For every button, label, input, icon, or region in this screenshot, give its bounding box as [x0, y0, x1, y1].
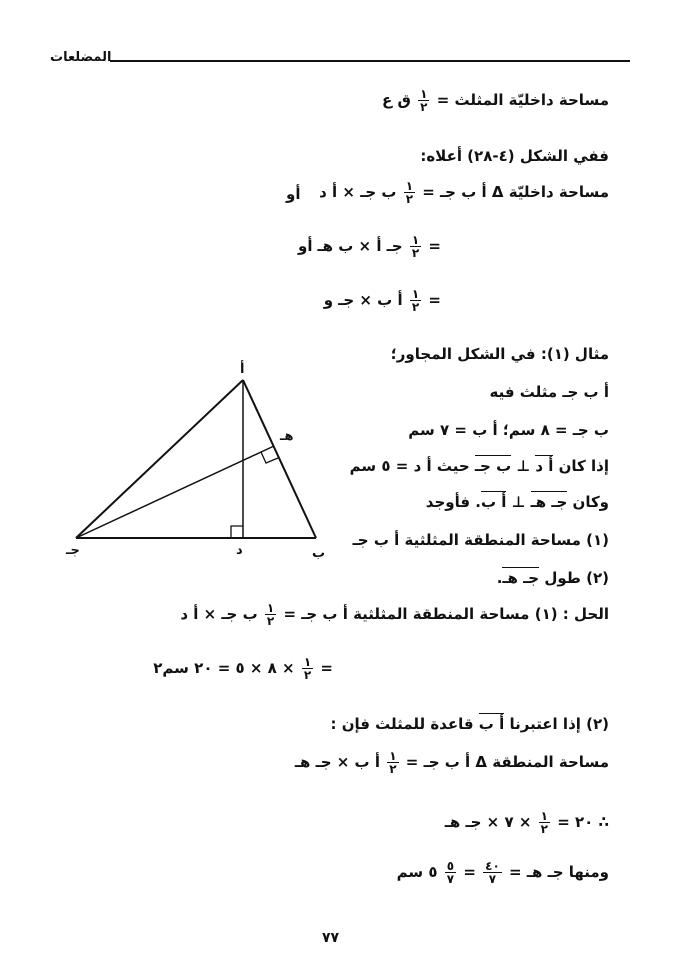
- area-line-3: = $\frac{١}{٢}$ أ ب × جـ و: [323, 287, 441, 314]
- solution-line-5: ∴ ٢٠ = $\frac{١}{٢}$ × ٧ × جـ هـ: [444, 809, 609, 836]
- triangle-figure: [60, 360, 340, 565]
- segment-jh: جـ هـ: [530, 493, 568, 511]
- example-heading: مثال (١): في الشكل المجاور؛: [390, 345, 609, 363]
- solution-line-4: مساحة المنطقة Δ أ ب جـ = $\frac{١}{٢}$ أ ب × جـ هـ: [294, 749, 609, 776]
- label-a: أ: [240, 362, 245, 377]
- formula-text: مساحة داخليّة المثلث =: [436, 91, 609, 109]
- fraction-half: $\frac{١}{٢}$: [411, 233, 420, 260]
- area-line-2: = $\frac{١}{٢}$ جـ أ × ب هـ: [317, 233, 441, 260]
- right-angle-d: [231, 526, 243, 538]
- figure-reference: ففي الشكل (٤-٢٨) أعلاه:: [420, 147, 609, 165]
- fraction-half: $\frac{١}{٢}$: [389, 749, 397, 776]
- page-header-title: المضلعات: [50, 50, 112, 65]
- area-line-1: مساحة داخليّة Δ أ ب جـ = $\frac{١}{٢}$ ب جـ × أ د: [319, 179, 609, 206]
- label-b: ب: [312, 546, 326, 561]
- solution-line-3: (٢) إذا اعتبرنا أ ب قاعدة للمثلث فإن :: [330, 715, 609, 733]
- fraction-half: $\frac{١}{٢}$: [411, 287, 420, 314]
- label-j: جـ: [66, 543, 80, 558]
- example-line-4: وكان جـ هـ ⊥ أ ب. فأوجد: [425, 493, 609, 511]
- example-line-3: إذا كان أ د ⊥ ب جـ حيث أ د = ٥ سم: [349, 457, 609, 475]
- fraction-half: $\frac{١}{٢}$: [540, 809, 548, 836]
- side-aj: [76, 380, 243, 538]
- example-line-1: أ ب جـ مثلث فيه: [489, 383, 609, 401]
- segment-bj: ب جـ: [474, 457, 512, 475]
- altitude-jh: [76, 446, 274, 538]
- fraction-5-7: $\frac{٥}{٧}$: [446, 859, 455, 886]
- fraction-half: $\frac{١}{٢}$: [420, 87, 428, 114]
- fraction-half: $\frac{١}{٢}$: [405, 179, 414, 206]
- fraction-half: $\frac{١}{٢}$: [303, 655, 312, 682]
- segment-ab: أ ب: [480, 493, 507, 511]
- segment-jh: جـ هـ: [502, 569, 540, 587]
- side-ab: [243, 380, 316, 538]
- area-line-2-or: أو: [298, 237, 313, 255]
- label-d: د: [236, 543, 243, 558]
- header-rule: [110, 60, 630, 62]
- fraction-40-7: $\frac{٤٠}{٧}$: [485, 859, 500, 886]
- solution-line-6: ومنها جـ هـ = $\frac{٤٠}{٧}$ = $\frac{٥}{٧}$ ٥ سم: [396, 859, 609, 886]
- area-line-1-or: أو: [286, 185, 301, 203]
- area-formula: [382, 88, 609, 113]
- example-line-2: ب جـ = ٨ سم؛ أ ب = ٧ سم: [408, 421, 609, 439]
- solution-line-2: = $\frac{١}{٢}$ × ٨ × ٥ = ٢٠ سم٢: [153, 655, 333, 682]
- page-number: ٧٧: [322, 930, 340, 946]
- solution-line-1: الحل : (١) مساحة المنطقة المثلثية أ ب جـ = $\frac{١}{٢}$ ب جـ × أ د: [180, 601, 609, 628]
- right-angle-h: [261, 452, 278, 463]
- fraction-half: $\frac{١}{٢}$: [266, 601, 275, 628]
- formula-tail: ق ع: [382, 91, 411, 109]
- question-1: (١) مساحة المنطقة المثلثية أ ب جـ: [352, 531, 609, 549]
- label-h: هـ: [280, 429, 294, 444]
- question-2: (٢) طول جـ هـ.: [496, 569, 609, 587]
- segment-ab: أ ب: [478, 715, 505, 733]
- segment-ad: أ د: [535, 457, 554, 475]
